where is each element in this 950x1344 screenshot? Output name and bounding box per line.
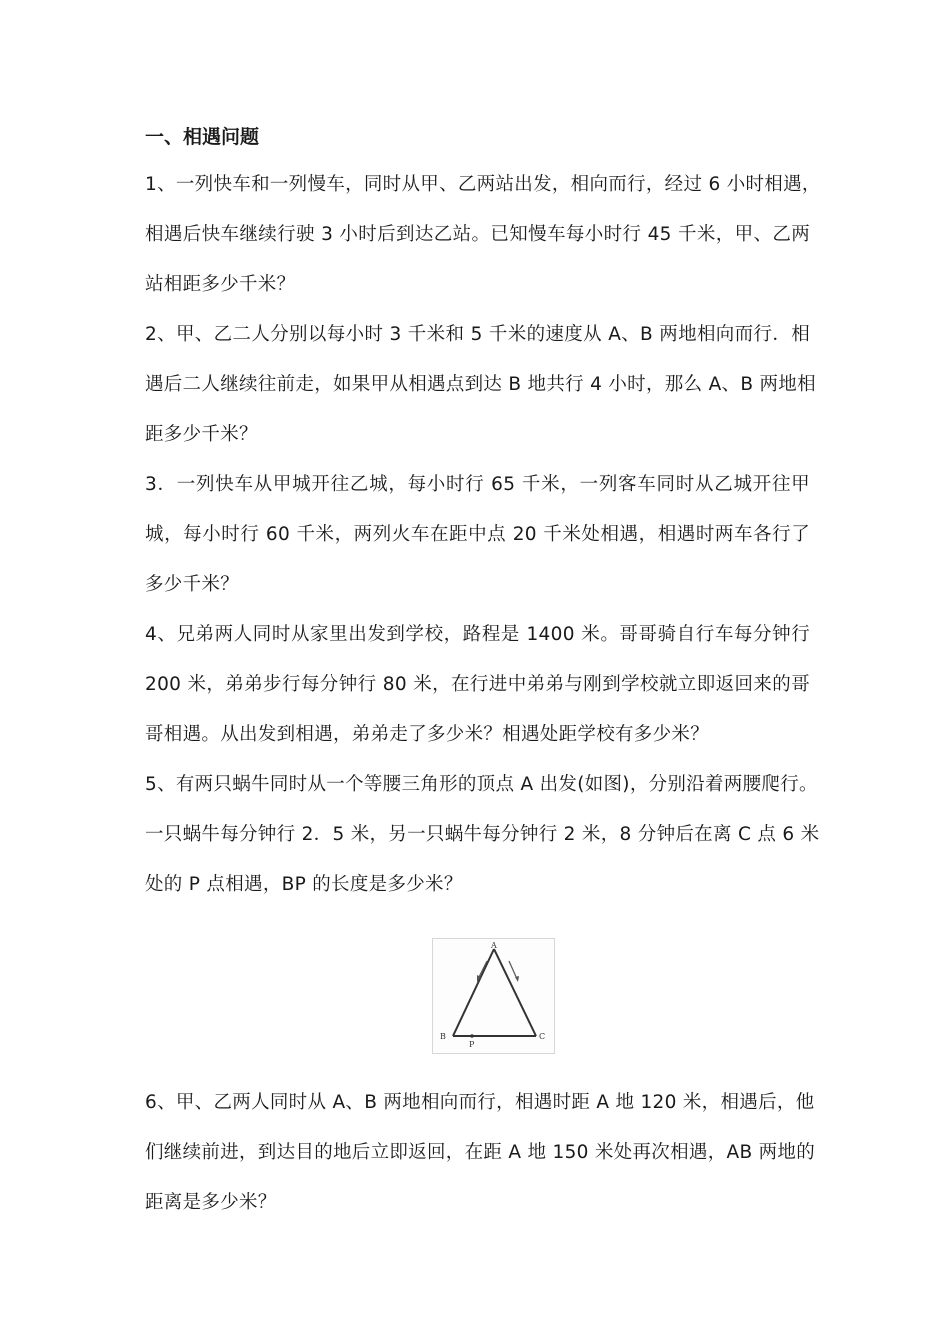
- problem-line: 城，每小时行 60 千米，两列火车在距中点 20 千米处相遇，相遇时两车各行了: [145, 524, 810, 545]
- problem-line: 4、兄弟两人同时从家里出发到学校，路程是 1400 米。哥哥骑自行车每分钟行: [145, 624, 810, 645]
- point-p: [470, 1034, 474, 1038]
- problem-line: 距离是多少米？: [145, 1192, 277, 1213]
- problem-4: [145, 610, 810, 760]
- problem-1: [145, 160, 821, 310]
- problem-line: 遇后二人继续往前走，如果甲从相遇点到达 B 地共行 4 小时，那么 A、B 两地相: [145, 374, 816, 395]
- label-a: A: [491, 941, 497, 950]
- problem-5: [145, 760, 820, 910]
- label-c: C: [539, 1032, 546, 1041]
- problem-line: 处的 P 点相遇，BP 的长度是多少米？: [145, 874, 463, 895]
- problem-line: 200 米，弟弟步行每分钟行 80 米，在行进中弟弟与刚到学校就立即返回来的哥: [145, 674, 810, 695]
- section-title: 一、相遇问题: [145, 126, 260, 148]
- triangle-diagram: [433, 939, 554, 1053]
- problem-line: 3．一列快车从甲城开往乙城，每小时行 65 千米，一列客车同时从乙城开往甲: [145, 474, 810, 495]
- label-b: B: [440, 1032, 446, 1041]
- problem-line: 5、有两只蜗牛同时从一个等腰三角形的顶点 A 出发(如图)，分别沿着两腰爬行。: [145, 774, 818, 795]
- right-snail-arrowhead: [515, 976, 519, 982]
- problem-6: [145, 1078, 816, 1228]
- side-ab: [453, 949, 494, 1036]
- problem-line: 6、甲、乙两人同时从 A、B 两地相向而行，相遇时距 A 地 120 米，相遇后，他: [145, 1092, 815, 1113]
- problem-3: [145, 460, 810, 610]
- problem-line: 1、一列快车和一列慢车，同时从甲、乙两站出发，相向而行，经过 6 小时相遇，: [145, 174, 821, 195]
- triangle-figure: [432, 938, 555, 1054]
- problem-line: 站相距多少千米？: [145, 274, 296, 295]
- problem-line: 距多少千米？: [145, 424, 258, 445]
- problem-line: 多少千米？: [145, 574, 240, 595]
- problem-line: 哥相遇。从出发到相遇，弟弟走了多少米？相遇处距学校有多少米？: [145, 724, 710, 745]
- problem-line: 们继续前进，到达目的地后立即返回，在距 A 地 150 米处再次相遇，AB 两地的: [145, 1142, 816, 1163]
- right-snail-arrow: [509, 961, 517, 979]
- label-p: P: [469, 1040, 475, 1049]
- problem-2: [145, 310, 816, 460]
- side-ac: [494, 949, 536, 1036]
- problem-line: 2、甲、乙二人分别以每小时 3 千米和 5 千米的速度从 A、B 两地相向而行．相: [145, 324, 810, 345]
- problem-line: 相遇后快车继续行驶 3 小时后到达乙站。已知慢车每小时行 45 千米，甲、乙两: [145, 224, 810, 245]
- problem-line: 一只蜗牛每分钟行 2．5 米，另一只蜗牛每分钟行 2 米，8 分钟后在离 C 点 6 米: [145, 824, 820, 845]
